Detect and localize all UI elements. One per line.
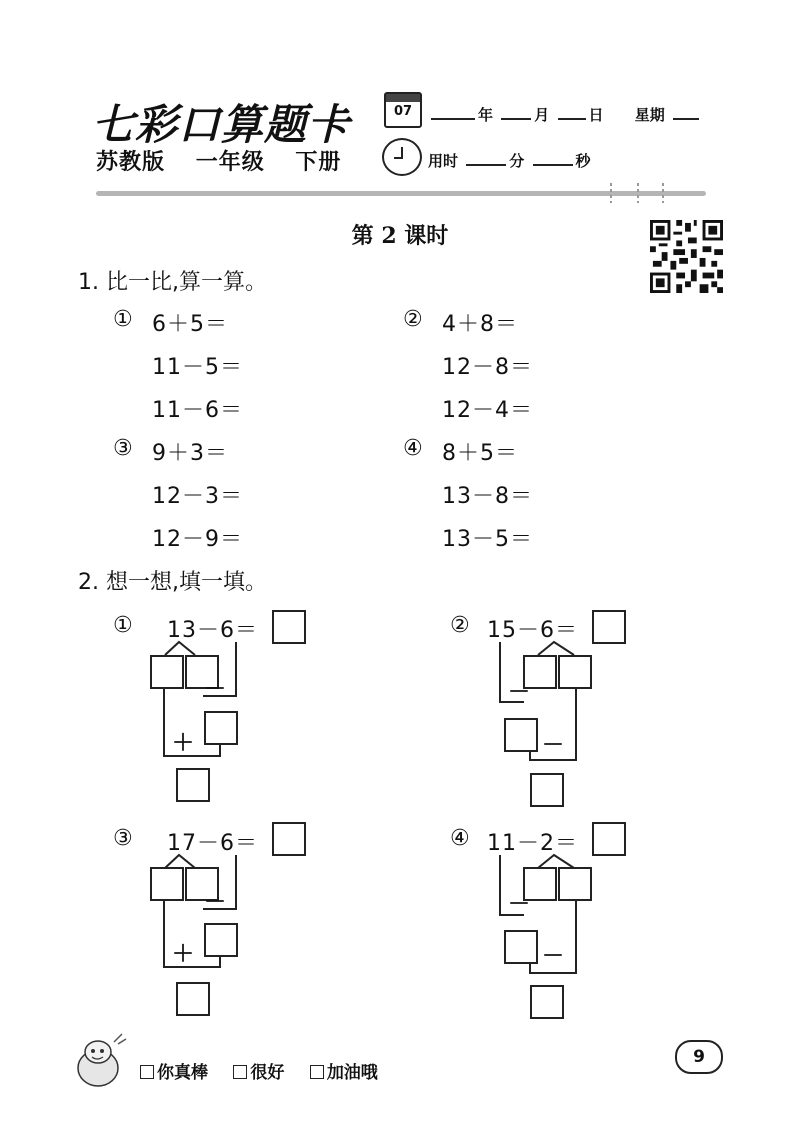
q2-equation: 17－6＝: [167, 831, 258, 856]
result-box[interactable]: [176, 982, 210, 1016]
q2-item-marker: ①: [113, 613, 134, 638]
weekday-label: 星期: [634, 106, 665, 124]
split-box[interactable]: [150, 867, 184, 901]
book-subtitle: [96, 145, 363, 176]
operator-sign: ＋: [172, 942, 195, 967]
q1-group-marker: ①: [113, 307, 134, 332]
q2-equation: 11－2＝: [487, 831, 578, 856]
operator-sign: －: [204, 677, 227, 702]
intermediate-box[interactable]: [504, 930, 538, 964]
q1-group-marker: ③: [113, 436, 134, 461]
self-rating: [140, 1058, 398, 1083]
q2-item-marker: ②: [450, 613, 471, 638]
operator-sign: －: [508, 892, 531, 917]
day-label: 日: [588, 106, 604, 124]
calendar-day: 07: [393, 104, 413, 119]
qr-code-icon[interactable]: [650, 220, 723, 293]
question-2-title: 2. 想一想,填一填。: [78, 570, 267, 595]
volume-label: 下册: [295, 150, 342, 175]
question-1-title: 1. 比一比,算一算。: [78, 270, 267, 295]
operator-sign: ＋: [172, 731, 195, 756]
edition-label: 苏教版: [96, 150, 166, 175]
operator-sign: －: [508, 680, 531, 705]
q1-equation: 9＋3＝: [152, 441, 228, 466]
checkbox-icon[interactable]: [233, 1065, 247, 1079]
q1-group-marker: ②: [403, 307, 424, 332]
q1-equation: 11－5＝: [152, 355, 243, 380]
second-label: 秒: [575, 152, 591, 170]
rating-option[interactable]: 你真棒: [140, 1063, 208, 1083]
lesson-title: 第 2 课时: [351, 223, 449, 249]
split-box[interactable]: [150, 655, 184, 689]
operator-sign: －: [542, 733, 565, 758]
q1-equation: 6＋5＝: [152, 312, 228, 337]
q2-item-marker: ③: [113, 826, 134, 851]
time-field[interactable]: [428, 150, 591, 171]
q1-group-marker: ④: [403, 436, 424, 461]
q1-equation: 12－4＝: [442, 398, 533, 423]
mascot-icon: [70, 1030, 132, 1092]
minute-label: 分: [509, 152, 525, 170]
q2-equation: 13－6＝: [167, 618, 258, 643]
q1-equation: 12－3＝: [152, 484, 243, 509]
answer-box[interactable]: [272, 822, 306, 856]
q1-equation: 11－6＝: [152, 398, 243, 423]
split-box[interactable]: [558, 655, 592, 689]
decomposition-lines: [140, 630, 260, 770]
checkbox-icon[interactable]: [140, 1065, 154, 1079]
month-label: 月: [534, 106, 550, 124]
q1-equation: 4＋8＝: [442, 312, 518, 337]
operator-sign: －: [542, 944, 565, 969]
split-box[interactable]: [558, 867, 592, 901]
q1-equation: 13－5＝: [442, 527, 533, 552]
decomposition-lines: [140, 843, 260, 983]
header-divider: [96, 191, 706, 196]
result-box[interactable]: [176, 768, 210, 802]
result-box[interactable]: [530, 773, 564, 807]
intermediate-box[interactable]: [204, 711, 238, 745]
date-field[interactable]: [428, 104, 702, 125]
q1-equation: 12－9＝: [152, 527, 243, 552]
q1-equation: 12－8＝: [442, 355, 533, 380]
result-box[interactable]: [530, 985, 564, 1019]
divider-tick: [662, 183, 664, 203]
checkbox-icon[interactable]: [310, 1065, 324, 1079]
calendar-icon: [384, 92, 422, 128]
rating-option[interactable]: 很好: [233, 1063, 284, 1083]
brand-title: 七彩口算题卡: [92, 100, 351, 149]
divider-tick: [610, 183, 612, 203]
divider-tick: [637, 183, 639, 203]
intermediate-box[interactable]: [204, 923, 238, 957]
q1-equation: 13－8＝: [442, 484, 533, 509]
intermediate-box[interactable]: [504, 718, 538, 752]
q2-equation: 15－6＝: [487, 618, 578, 643]
q1-equation: 8＋5＝: [442, 441, 518, 466]
year-label: 年: [478, 106, 494, 124]
q2-item-marker: ④: [450, 826, 471, 851]
operator-sign: －: [204, 890, 227, 915]
time-label: 用时: [428, 152, 459, 170]
answer-box[interactable]: [272, 610, 306, 644]
clock-icon: [382, 138, 422, 176]
page-number: 9: [675, 1040, 723, 1074]
grade-label: 一年级: [195, 150, 265, 175]
rating-option[interactable]: 加油哦: [310, 1063, 378, 1083]
